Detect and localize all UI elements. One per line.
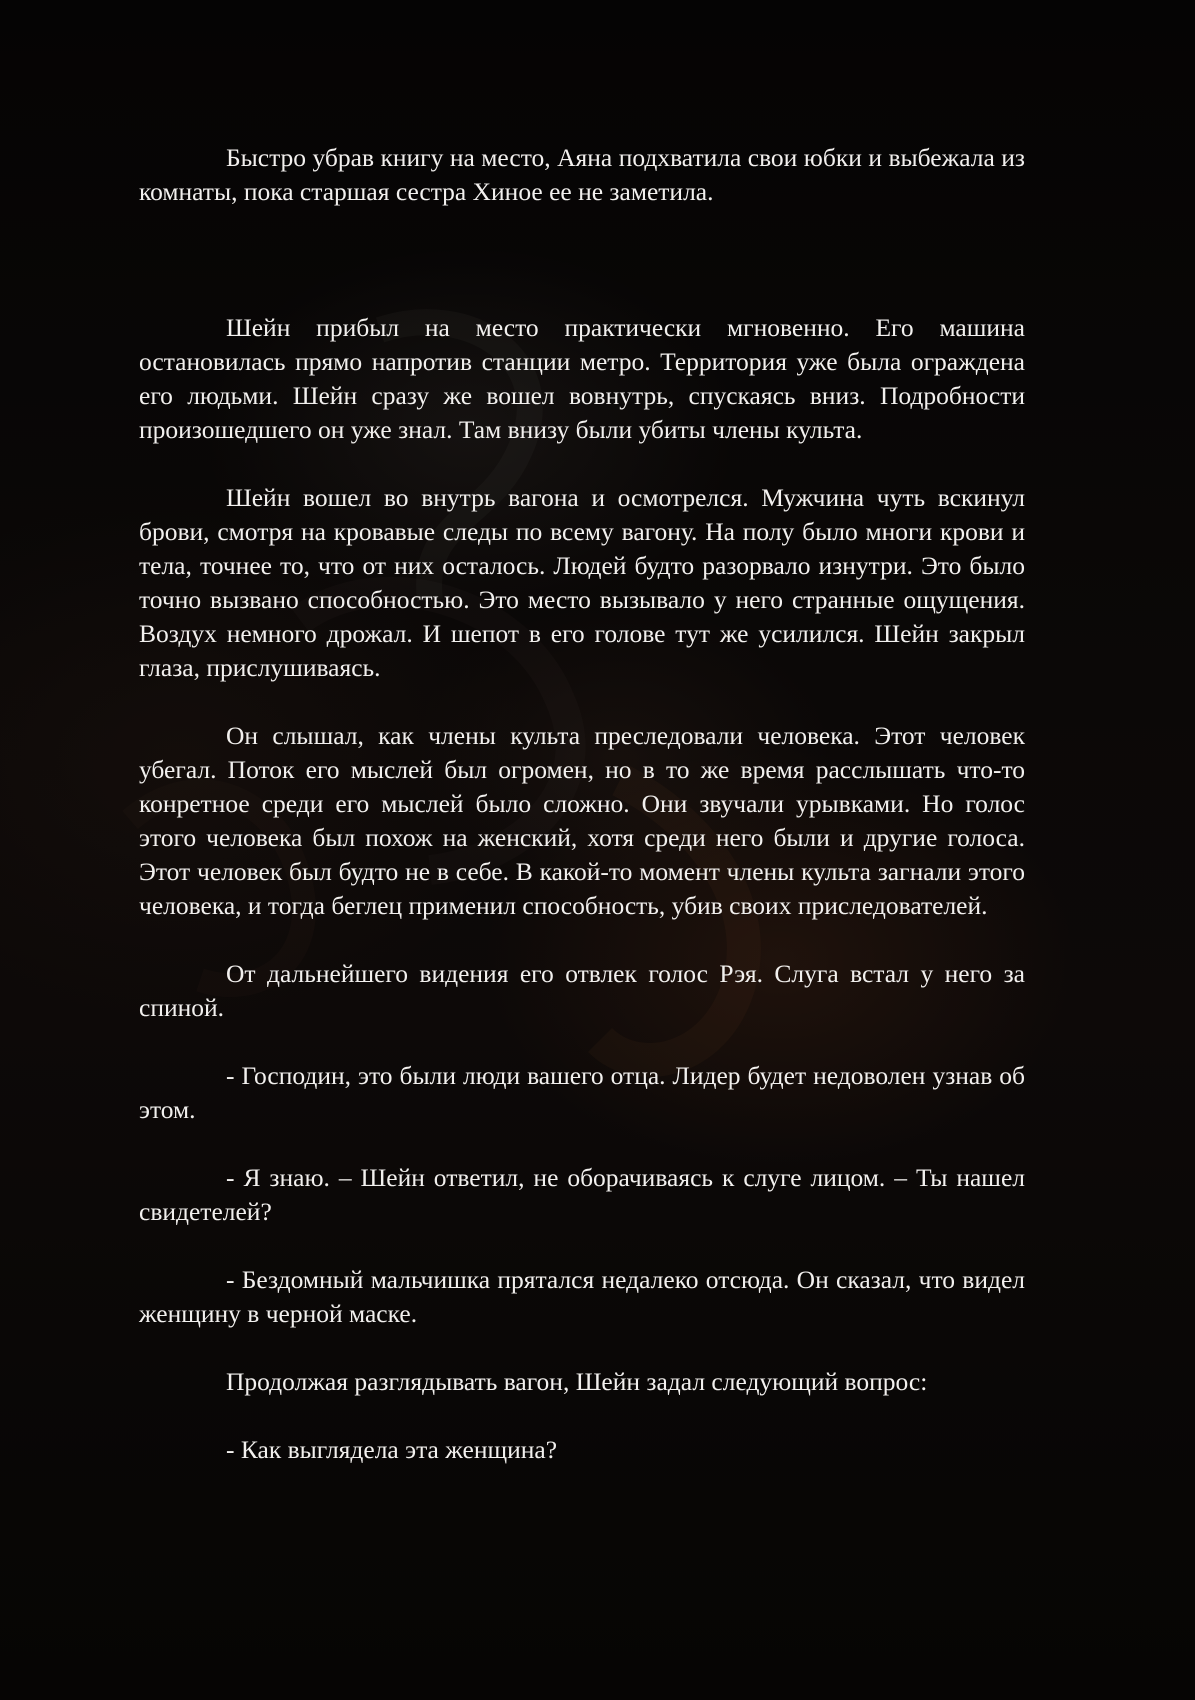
dialogue-line-1: - Господин, это были люди вашего отца. Лидер будет недоволен узнав об этом. (139, 1061, 1025, 1124)
dialogue-line-3: - Бездомный мальчишка прятался недалеко отсюда. Он сказал, что видел женщину в черной маске. (139, 1265, 1025, 1328)
story-text (139, 141, 1025, 1467)
paragraph-1: Быстро убрав книгу на место, Аяна подхватила свои юбки и выбежала из комнаты, пока старшая сестра Хиное ее не заметила. (139, 143, 1025, 206)
paragraph-4: Он слышал, как члены культа преследовали человека. Этот человек убегал. Поток его мыслей был огромен, но в то же время расслышать что-то конретное среди его мыслей было сложно. Они звучали урывками. Но голос этого человека был похож на женский, хотя среди него были и другие голоса. Этот человек был будто не в себе. В какой-то момент члены культа загнали этого человека, и тогда беглец применил способность, убив своих приследователей. (139, 721, 1025, 920)
paragraph-2: Шейн прибыл на место практически мгновенно. Его машина остановилась прямо напротив станции метро. Территория уже была ограждена его людьми. Шейн сразу же вошел вовнутрь, спускаясь вниз. Подробности произошедшего он уже знал. Там внизу были убиты члены культа. (139, 313, 1025, 444)
paragraph-6: Продолжая разглядывать вагон, Шейн задал следующий вопрос: (226, 1367, 928, 1396)
dialogue-line-4: - Как выглядела эта женщина? (226, 1435, 558, 1464)
dialogue-line-2: - Я знаю. – Шейн ответил, не оборачиваясь к слуге лицом. – Ты нашел свидетелей? (139, 1163, 1025, 1226)
paragraph-3: Шейн вошел во внутрь вагона и осмотрелся. Мужчина чуть вскинул брови, смотря на кровавые следы по всему вагону. На полу было многи крови и тела, точнее то, что от них осталось. Людей будто разорвало изнутри. Это было точно вызвано способностью. Это место вызывало у него странные ощущения. Воздух немного дрожал. И шепот в его голове тут же усилился. Шейн закрыл глаза, прислушиваясь. (139, 483, 1025, 682)
paragraph-5: От дальнейшего видения его отвлек голос Рэя. Слуга встал у него за спиной. (139, 959, 1025, 1022)
